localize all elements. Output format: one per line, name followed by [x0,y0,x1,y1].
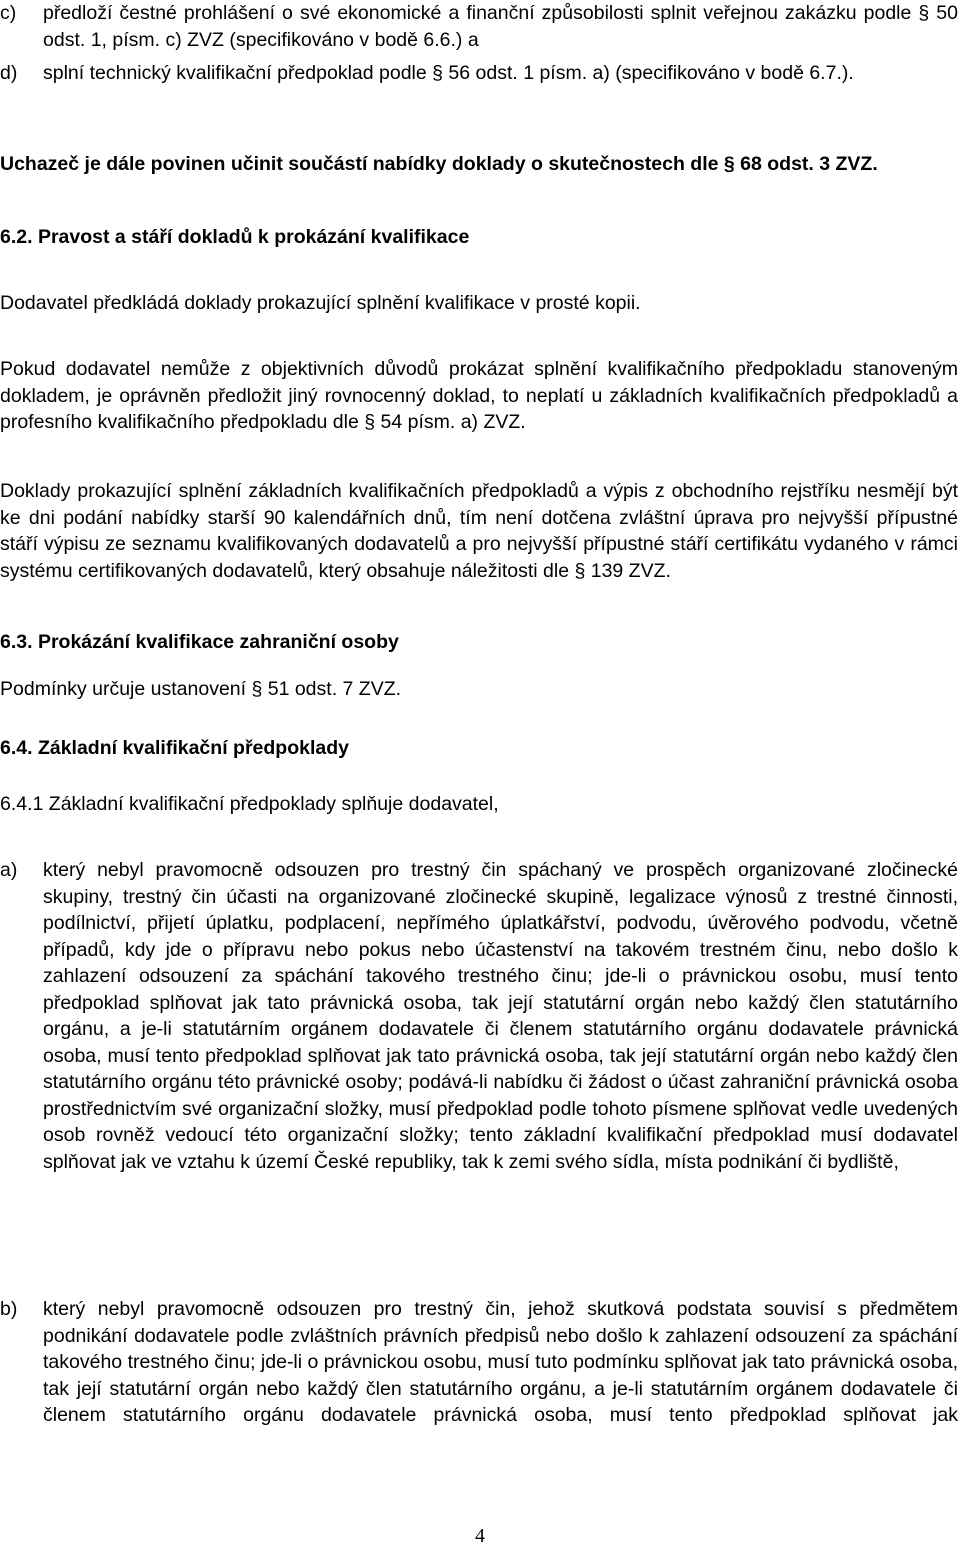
list-item-text: který nebyl pravomocně odsouzen pro trestný čin spáchaný ve prospěch organizované zločinecké skupiny, trestný čin účasti na organizované zločinecké skupině, legalizace výnosů z trestné činnosti, podílnictví, přijetí úplatku, podplacení, nepřímého úplatkářství, podvodu, úvěrového podvodu, včetně případů, kdy jde o přípravu nebo pokus nebo účastenství na takovém trestném činu, nebo došlo k zahlazení odsouzení za spáchání takového trestného činu; jde-li o právnickou osobu, musí tento předpoklad splňovat jak tato právnická osoba, tak její statutární orgán nebo každý člen statutárního orgánu, a je-li statutárním orgánem dodavatele či členem statutárního orgánu dodavatele právnická osoba, musí tento předpoklad splňovat jak tato právnická osoba, tak její statutární orgán nebo každý člen statutárního orgánu této právnické osoby; podává-li nabídku či žádost o účast zahraniční právnická osoba prostřednictvím své organizační složky, musí předpoklad podle tohoto písmene splňovat vedle uvedených osob rovněž vedoucí této organizační složky; tento základní kvalifikační předpoklad musí dodavatel splňovat jak ve vztahu k území České republiky, tak k zemi svého sídla, místa podnikání či bydliště, [43,859,958,1173]
list-marker: d) [0,62,18,84]
section-heading-6-2: 6.2. Pravost a stáří dokladů k prokázání kvalifikace [0,226,470,248]
list-item-text: který nebyl pravomocně odsouzen pro trestný čin, jehož skutková podstata souvisí s předmětem podnikání dodavatele podle zvláštních právních předpisů nebo došlo k zahlazení odsouzení za spáchání takového trestného činu; jde-li o právnickou osobu, musí tuto podmínku splňovat jak tato právnická osoba, tak její statutární orgán nebo každý člen statutárního orgánu, a je-li statutárním orgánem dodavatele či členem statutárního orgánu dodavatele právnická osoba, musí tento předpoklad splňovat jak [43,1298,958,1426]
page-number: 4 [475,1525,485,1547]
list-item-text: předloží čestné prohlášení o své ekonomické a finanční způsobilosti splnit veřejnou zakázku podle § 50 odst. 1, písm. c) ZVZ (specifikováno v bodě 6.6.) a [43,2,958,51]
section-heading-6-4: 6.4. Základní kvalifikační předpoklady [0,737,349,759]
list-marker: a) [0,859,18,881]
paragraph-6-4-1-intro: 6.4.1 Základní kvalifikační předpoklady splňuje dodavatel, [0,793,499,815]
list-item-b [0,1296,958,1429]
paragraph-foreign-person: Podmínky určuje ustanovení § 51 odst. 7 ZVZ. [0,678,402,700]
list-marker: b) [0,1298,18,1320]
list-item-text: splní technický kvalifikační předpoklad podle § 56 odst. 1 písm. a) (specifikováno v bodě 6.7.). [43,62,854,84]
list-item-c [0,0,958,53]
list-marker: c) [0,2,17,24]
paragraph-equivalent-document: Pokud dodavatel nemůže z objektivních důvodů prokázat splnění kvalifikačního předpokladu stanoveným dokladem, je oprávněn předložit jiný rovnocenný doklad, to neplatí u základních kvalifikačních předpokladů a profesního kvalifikačního předpokladu dle § 54 písm. a) ZVZ. [0,358,958,433]
paragraph-document-age: Doklady prokazující splnění základních kvalifikačních předpokladů a výpis z obchodního rejstříku nesmějí být ke dni podání nabídky starší 90 kalendářních dnů, tím není dotčena zvláštní úprava pro nejvyšší přípustné stáří výpisu ze seznamu kvalifikovaných dodavatelů a pro nejvyšší přípustné stáří certifikátu vydaného v rámci systému certifikovaných dodavatelů, který obsahuje náležitosti dle § 139 ZVZ. [0,480,958,582]
paragraph-plain-copy: Dodavatel předkládá doklady prokazující splnění kvalifikace v prosté kopii. [0,292,641,314]
notice-paragraph: Uchazeč je dále povinen učinit součástí nabídky doklady o skutečnostech dle § 68 odst. 3 ZVZ. [0,153,878,175]
section-heading-6-3: 6.3. Prokázání kvalifikace zahraniční osoby [0,631,399,653]
list-item-d [0,60,958,87]
list-item-a [0,857,958,1175]
